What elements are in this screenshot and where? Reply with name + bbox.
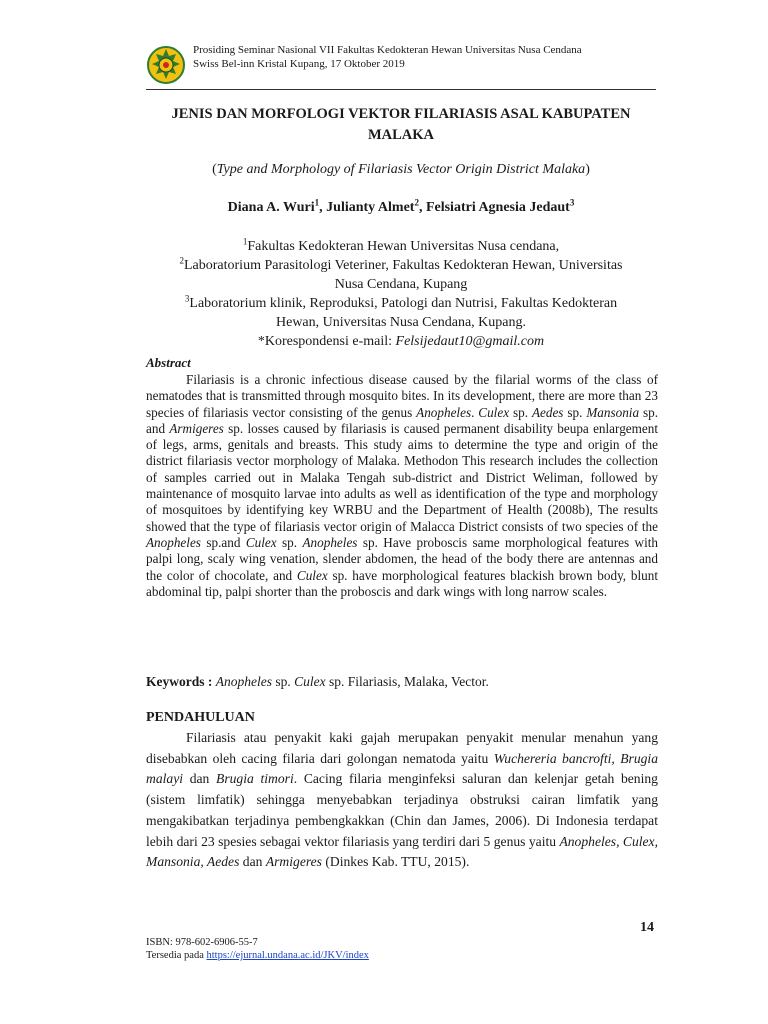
- genus-name: Armigeres: [265, 854, 322, 870]
- availability-label: Tersedia pada: [146, 950, 207, 961]
- venue-date: Swiss Bel-inn Kristal Kupang, 17 Oktober 2019: [193, 58, 405, 70]
- text: sp. losses caused by filariasis is caused permanent disability beupa enlargement of legs, arms, genitals and breasts. This study aims to determine the type and origin of the district filariasis vector morphology of Malaka. Methodon This research includes the collection of samples carried out in Malaka Tengah sub-district and District Weliman, followed by maintenance of mosquito larvae into adults as well as identification of the type and morphology of mosquitoes by identifying key WRBU and the Department of Health (2008b), The results showed that the type of filariasis vector origin of Malacca District consists of two species of the: [146, 420, 659, 534]
- keywords-label: Keywords :: [146, 674, 216, 689]
- author-affil-mark: 2: [414, 197, 419, 208]
- affil-mark: 3: [184, 293, 190, 304]
- english-title-text: Type and Morphology of Filariasis Vector Origin District Malaka: [216, 162, 586, 177]
- genus-name: Culex: [296, 567, 328, 583]
- text: sp. have morphological features blackish brown body, blunt abdominal tip, palpi shorter than the proboscis and dark wings with long narrow scales.: [146, 567, 658, 599]
- english-title: (Type and Morphology of Filariasis Vector Origin District Malaka): [212, 162, 590, 177]
- text: sp. and: [146, 404, 659, 436]
- author-affil-mark: 1: [314, 197, 320, 208]
- text: sp. Have proboscis same morphological features with palpi long, scaly wing venation, slender abdomen, the head of the body there are antennas and the color of chocolate, and: [146, 534, 658, 583]
- correspondence-email: Felsijedaut10@gmail.com: [395, 334, 545, 349]
- text: Filariasis is a chronic infectious disease caused by the filarial worms of the class of nematodes that is transmitted through mosquito bites. In its development, there are more than 23 species of filariasis vector consisting of the genus: [146, 372, 658, 420]
- affil-mark: 1: [242, 236, 248, 247]
- genus-name: Anopheles: [146, 534, 201, 550]
- affiliation-2: [140, 256, 662, 275]
- affiliation-3: [140, 294, 662, 313]
- text: dan: [183, 771, 217, 787]
- affiliation-1: [140, 237, 662, 256]
- page-number: 14: [640, 920, 654, 935]
- intro-paragraph: [146, 728, 658, 873]
- species-name: Wuchereria bancrofti, Brugia malayi: [146, 750, 658, 787]
- text: sp.: [276, 534, 303, 550]
- genus-name: Mansonia: [586, 404, 640, 420]
- section-heading: PENDAHULUAN: [146, 710, 255, 725]
- genus-name: Culex: [245, 534, 277, 550]
- genus-list: Anopheles, Culex, Mansonia, Aedes: [146, 833, 658, 870]
- species-name: Brugia timori: [216, 771, 294, 787]
- text: .: [471, 404, 479, 420]
- author-name: Julianty Almet: [326, 200, 415, 215]
- proceedings-title: Prosiding Seminar Nasional VII Fakultas Kedokteran Hewan Universitas Nusa Cendana: [193, 44, 582, 56]
- text: Filariasis atau penyakit kaki gajah merupakan penyakit menular menahun yang disebabkan oleh cacing filaria dari golongan nematoda yaitu: [146, 730, 658, 766]
- affil-mark: 2: [179, 255, 184, 266]
- text: sp.: [509, 404, 532, 420]
- keywords: [146, 674, 658, 690]
- header-divider: [146, 89, 656, 90]
- text: sp. Filariasis, Malaka, Vector.: [325, 674, 489, 689]
- abstract-heading: Abstract: [146, 355, 191, 370]
- paper-title-line2: MALAKA: [367, 127, 435, 143]
- keyword: Anopheles: [215, 674, 272, 689]
- university-logo: [146, 46, 186, 84]
- text: . Cacing filaria menginfeksi saluran dan kelenjar getah bening (sistem limfatik) sehingga menyebabkan terjadinya obstruksi cairan limfatik yang mengakibatkan terjadinya pembengkakkan (Chin dan James, 2006). Di Indonesia terdapat lebih dari 23 spesies sebagai vektor filariasis yang terdiri dari 5 genus yaitu: [146, 771, 658, 849]
- genus-name: Culex: [478, 404, 510, 420]
- paper-title-line1: JENIS DAN MORFOLOGI VEKTOR FILARIASIS ASAL KABUPATEN: [171, 106, 631, 122]
- author-name: Felsiatri Agnesia Jedaut: [425, 200, 570, 215]
- genus-name: Anopheles: [302, 534, 358, 550]
- genus-name: Aedes: [531, 404, 564, 420]
- affil-text: Laboratorium Parasitologi Veteriner, Fakultas Kedokteran Hewan, Universitas: [183, 258, 623, 273]
- keyword: Culex: [294, 674, 326, 689]
- correspondence: [140, 332, 662, 351]
- text: sp.: [272, 674, 295, 689]
- affiliation-3-cont: Hewan, Universitas Nusa Cendana, Kupang.: [276, 315, 526, 330]
- text: (Dinkes Kab. TTU, 2015).: [321, 854, 470, 870]
- affiliations: [140, 237, 662, 351]
- text: sp.and: [200, 534, 246, 550]
- genus-name: Anopheles: [416, 404, 472, 420]
- genus-name: Armigeres: [169, 420, 224, 436]
- affiliation-2-cont: Nusa Cendana, Kupang: [334, 277, 468, 292]
- text: dan: [239, 854, 266, 870]
- isbn: ISBN: 978-602-6906-55-7: [146, 937, 258, 948]
- affil-text: Laboratorium klinik, Reproduksi, Patologi dan Nutrisi, Fakultas Kedokteran: [189, 296, 618, 311]
- availability: [146, 949, 369, 963]
- correspondence-label: *Korespondensi e-mail:: [257, 334, 396, 349]
- author-list: Diana A. Wuri$^1$, Julianty Almet$^2$, Felsiatri Agnesia Jedaut$^3$: [227, 197, 575, 215]
- author-affil-mark: 3: [569, 197, 575, 208]
- abstract-body: [146, 372, 658, 600]
- author-name: Diana A. Wuri: [227, 200, 315, 215]
- text: sp.: [563, 404, 587, 420]
- paper-title: [140, 104, 662, 146]
- journal-link[interactable]: https://ejurnal.undana.ac.id/JKV/index: [206, 950, 369, 961]
- affil-text: Fakultas Kedokteran Hewan Universitas Nusa cendana,: [247, 239, 560, 254]
